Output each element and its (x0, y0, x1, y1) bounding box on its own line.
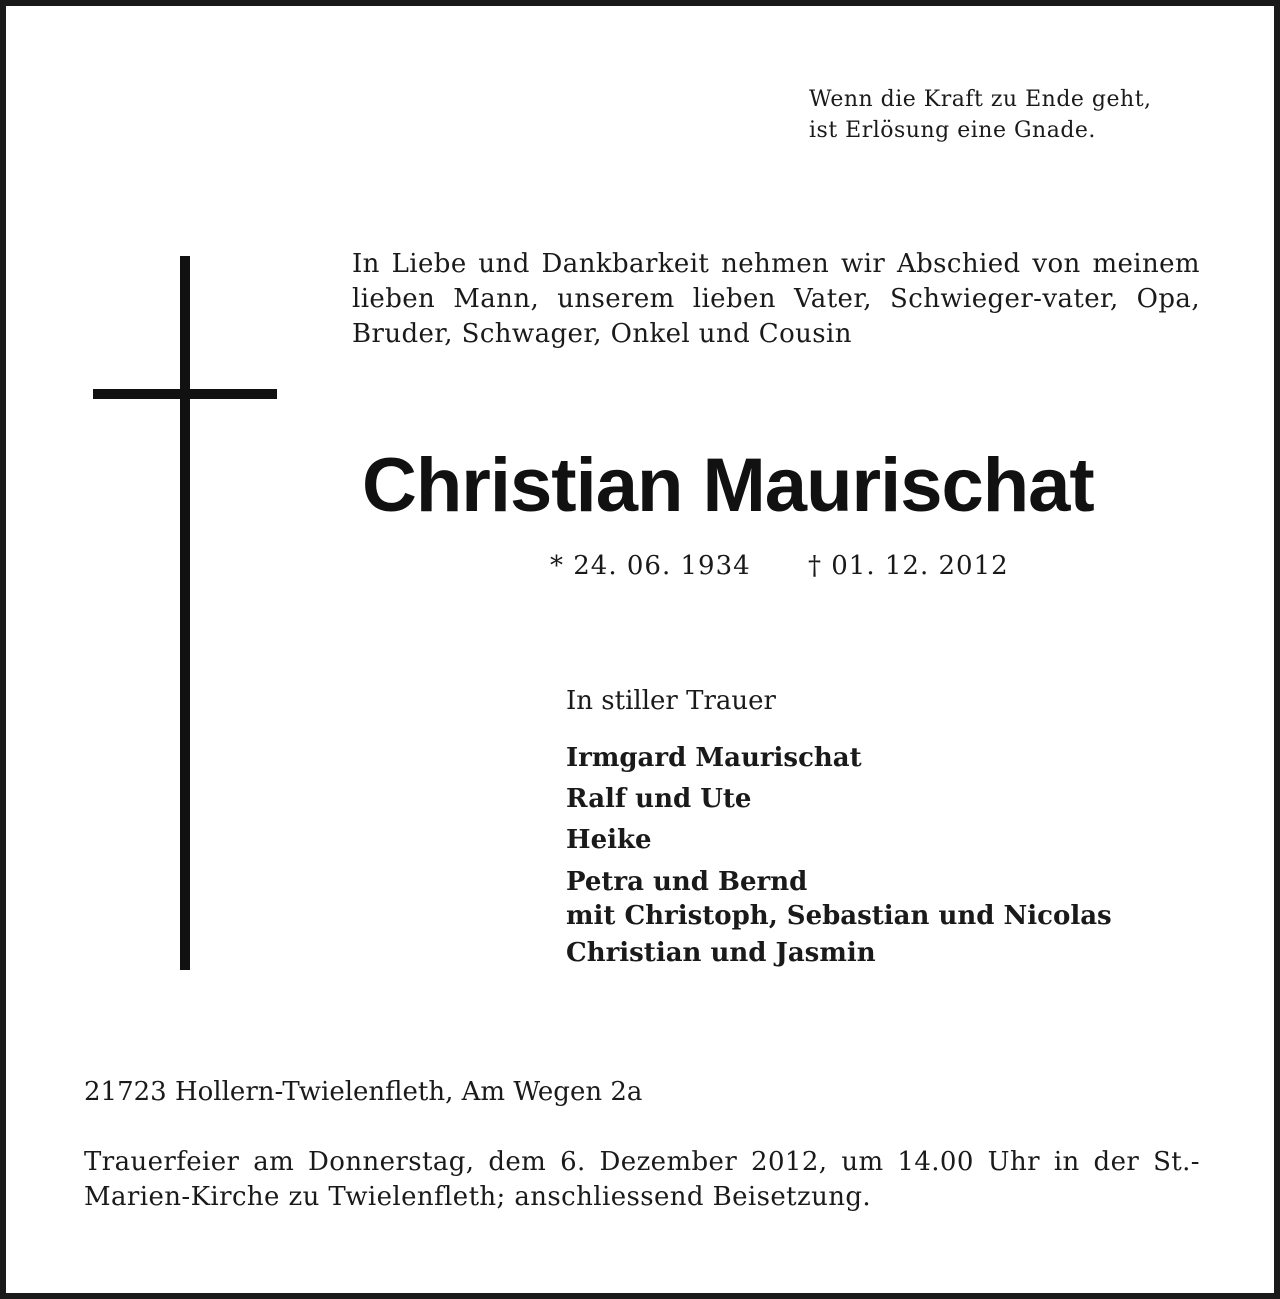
life-dates (550, 548, 1009, 584)
motto-line: Wenn die Kraft zu Ende geht, (809, 87, 1152, 112)
mourner-name: mit Christoph, Sebastian und Nicolas (566, 901, 1112, 931)
mourners-list (566, 738, 1112, 974)
mourning-label: In stiller Trauer (566, 686, 776, 716)
birth-date: * 24. 06. 1934 (550, 551, 751, 581)
deceased-name: Christian Maurischat (362, 443, 1094, 528)
mourner-name: Ralf und Ute (566, 784, 752, 814)
cross-horizontal-bar (93, 389, 277, 399)
mourner-name: Heike (566, 825, 652, 855)
funeral-info: Trauerfeier am Donnerstag, dem 6. Dezember 2012, um 14.00 Uhr in der St.-Marien-Kirche zu Twielenfleth; anschliessend Beisetzung. (84, 1147, 1200, 1212)
motto (809, 84, 1152, 146)
family-address: 21723 Hollern-Twielenfleth, Am Wegen 2a (84, 1077, 643, 1107)
mourner-name: Irmgard Maurischat (566, 743, 862, 773)
cross-vertical-bar (180, 256, 190, 970)
death-date: † 01. 12. 2012 (808, 551, 1009, 581)
motto-line: ist Erlösung eine Gnade. (809, 118, 1096, 143)
intro-text: In Liebe und Dankbarkeit nehmen wir Abschied von meinem lieben Mann, unserem lieben Vater, Schwieger-vater, Opa, Bruder, Schwager, Onkel und Cousin (352, 249, 1200, 349)
mourner-name: Petra und Bernd (566, 867, 808, 897)
mourner-name: Christian und Jasmin (566, 938, 876, 968)
